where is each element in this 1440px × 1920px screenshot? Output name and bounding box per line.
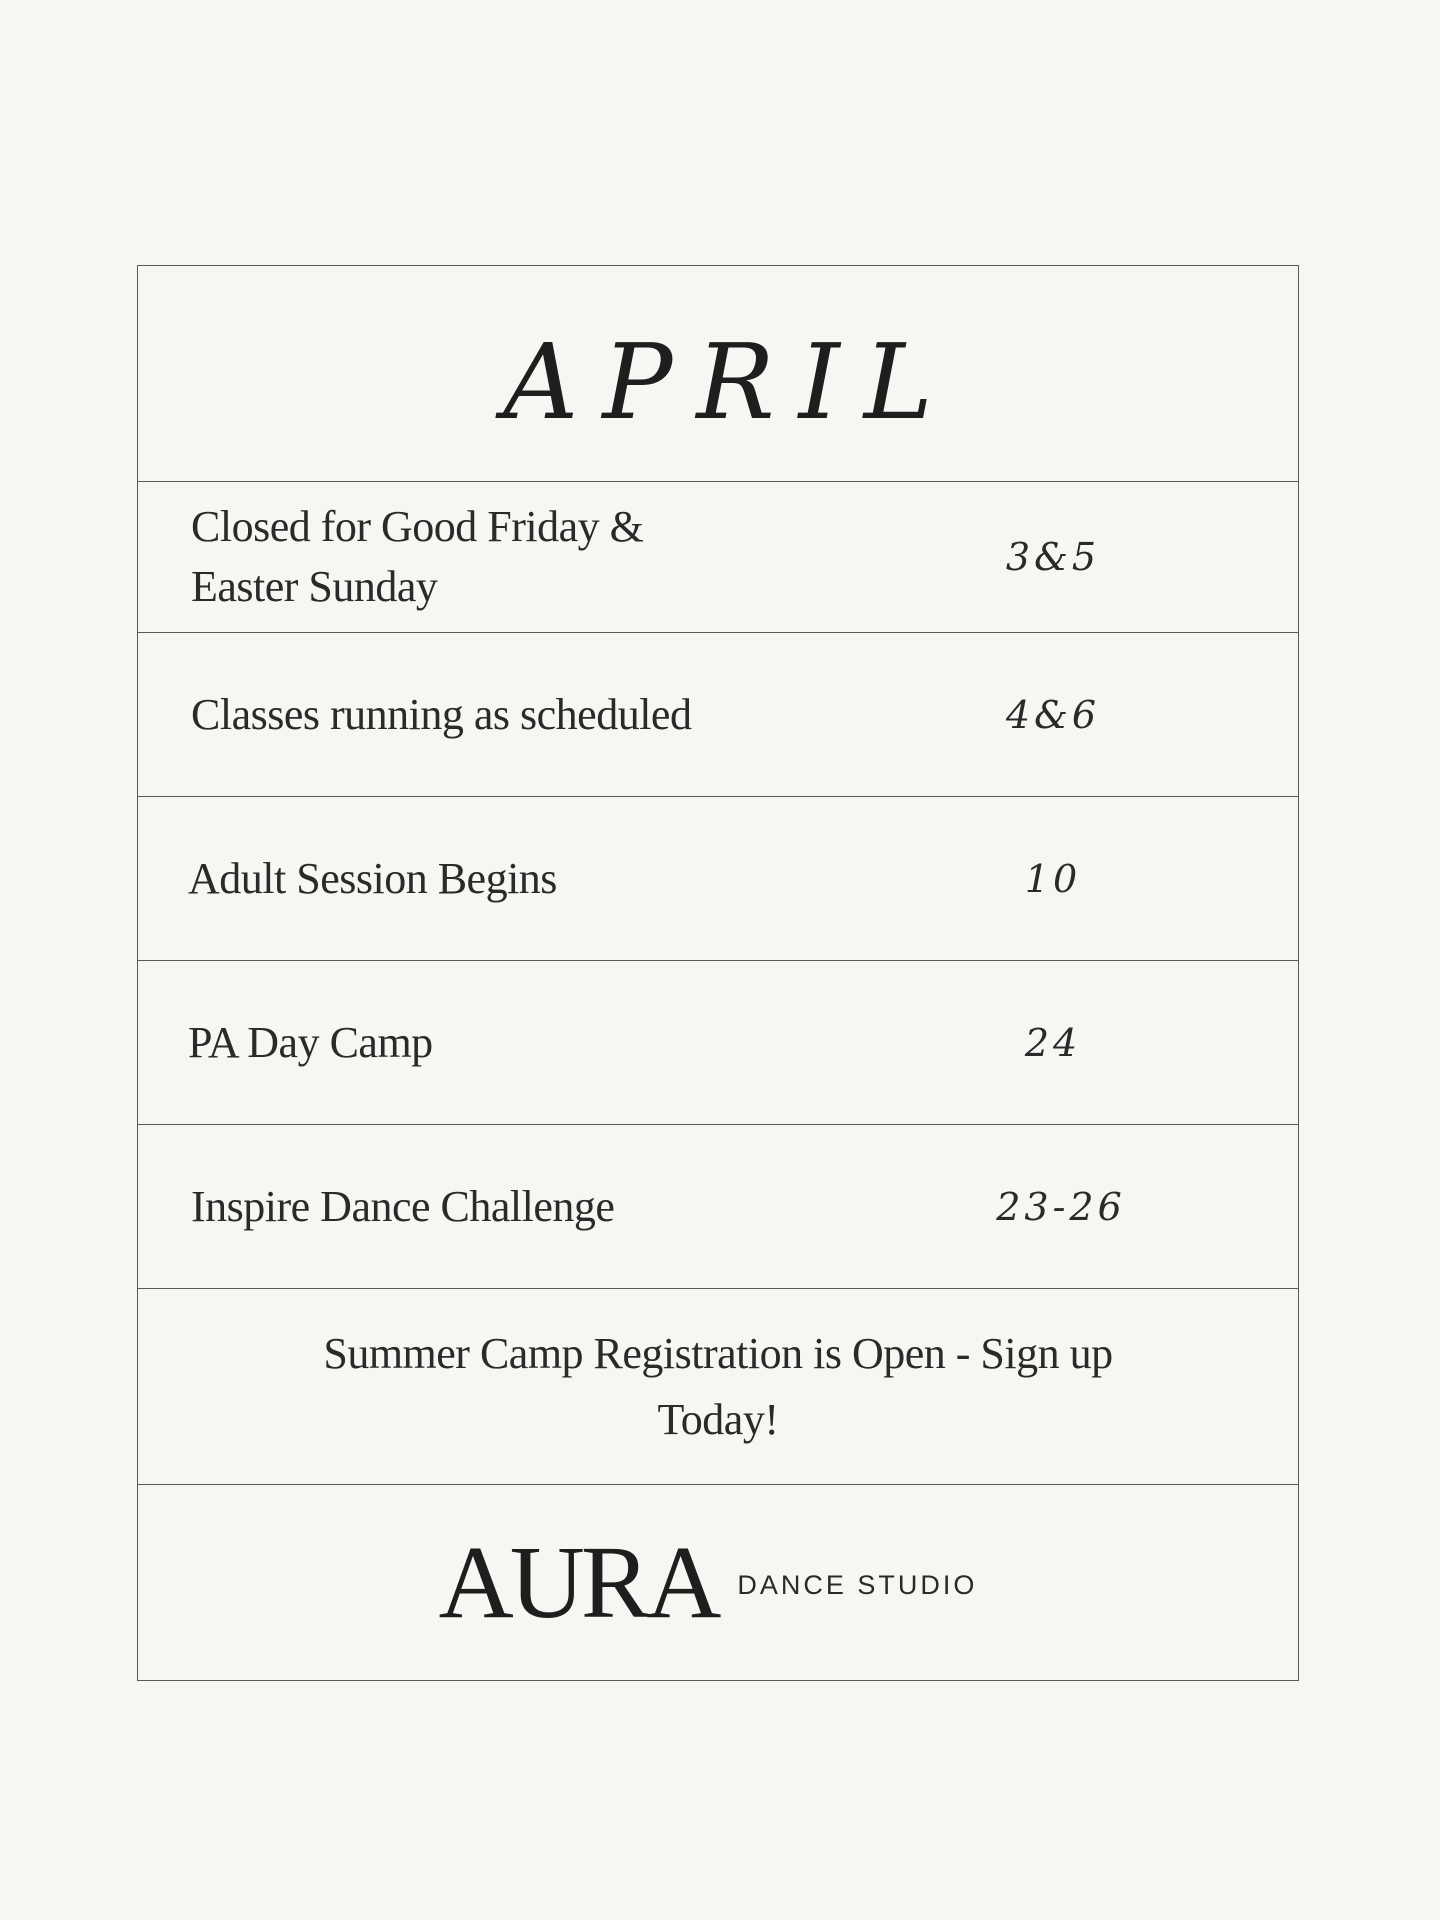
studio-logo [438,1524,978,1640]
event-label: Classes running as scheduled [191,689,692,739]
event-date: 24 [1024,1020,1082,1065]
event-row [138,481,1298,632]
event-row [138,796,1298,960]
event-label: Closed for Good Friday & Easter Sunday [191,502,644,611]
event-row [138,632,1298,796]
event-row [138,1124,1298,1288]
title-row [138,266,1298,481]
registration-notice: Summer Camp Registration is Open - Sign up Today! [323,1328,1113,1444]
logo-tagline: DANCE STUDIO [737,1570,978,1600]
event-label: Inspire Dance Challenge [191,1181,615,1231]
logo-row [138,1484,1298,1680]
logo-wordmark: AURA [438,1524,718,1640]
event-date: 3&5 [1005,535,1101,579]
event-row [138,960,1298,1124]
event-label: PA Day Camp [188,1017,433,1067]
april-calendar-card [137,265,1299,1681]
month-title: APRIL [503,320,957,443]
event-date: 4&6 [1005,692,1101,737]
notice-row [138,1288,1298,1484]
event-date: 23-26 [996,1184,1126,1229]
event-date: 10 [1024,856,1082,901]
event-label: Adult Session Begins [188,853,557,903]
